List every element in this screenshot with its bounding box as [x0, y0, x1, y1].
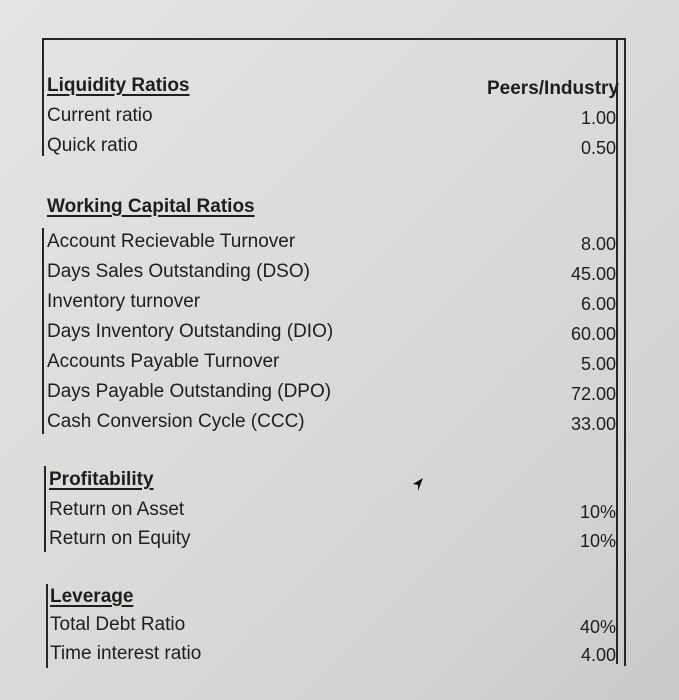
row-label: Days Payable Outstanding (DPO): [47, 381, 332, 402]
section-title-leverage: Leverage: [50, 586, 134, 607]
row-value: 5.00: [580, 354, 616, 374]
row-label: Time interest ratio: [50, 643, 202, 664]
row-value: 4.00: [580, 645, 616, 665]
top-border: [42, 38, 626, 40]
row-value: 60.00: [570, 324, 616, 344]
row-value: 45.00: [570, 264, 616, 284]
row-value: 6.00: [580, 294, 616, 314]
left-border-profitability: [44, 466, 46, 552]
row-value: 33.00: [570, 414, 616, 434]
column-header: Peers/Industry: [487, 78, 619, 99]
left-border-liquidity: [42, 38, 44, 156]
arrow-cursor-icon: [410, 477, 426, 493]
row-value: 10%: [579, 531, 616, 551]
left-border-working-capital: [42, 228, 44, 434]
row-label: Days Sales Outstanding (DSO): [47, 261, 310, 282]
value-column-divider: [616, 40, 618, 664]
section-title-profitability: Profitability: [49, 469, 154, 490]
row-label: Cash Conversion Cycle (CCC): [47, 411, 305, 432]
row-label: Days Inventory Outstanding (DIO): [47, 321, 334, 342]
row-label: Account Recievable Turnover: [47, 231, 296, 252]
row-label: Return on Asset: [49, 499, 185, 520]
left-border-leverage: [46, 584, 48, 668]
row-value: 8.00: [580, 234, 616, 254]
row-value: 1.00: [580, 108, 616, 128]
row-label: Accounts Payable Turnover: [47, 351, 280, 372]
row-label: Total Debt Ratio: [50, 614, 186, 635]
section-title-working-capital: Working Capital Ratios: [47, 196, 255, 217]
row-label: Inventory turnover: [47, 291, 201, 312]
row-label: Current ratio: [47, 105, 153, 126]
row-value: 10%: [579, 502, 616, 522]
row-label: Return on Equity: [49, 528, 191, 549]
row-value: 72.00: [570, 384, 616, 404]
right-border: [624, 38, 626, 666]
row-value: 40%: [579, 617, 616, 637]
row-label: Quick ratio: [47, 135, 138, 156]
section-title-liquidity: Liquidity Ratios: [47, 75, 190, 96]
row-value: 0.50: [580, 138, 616, 158]
